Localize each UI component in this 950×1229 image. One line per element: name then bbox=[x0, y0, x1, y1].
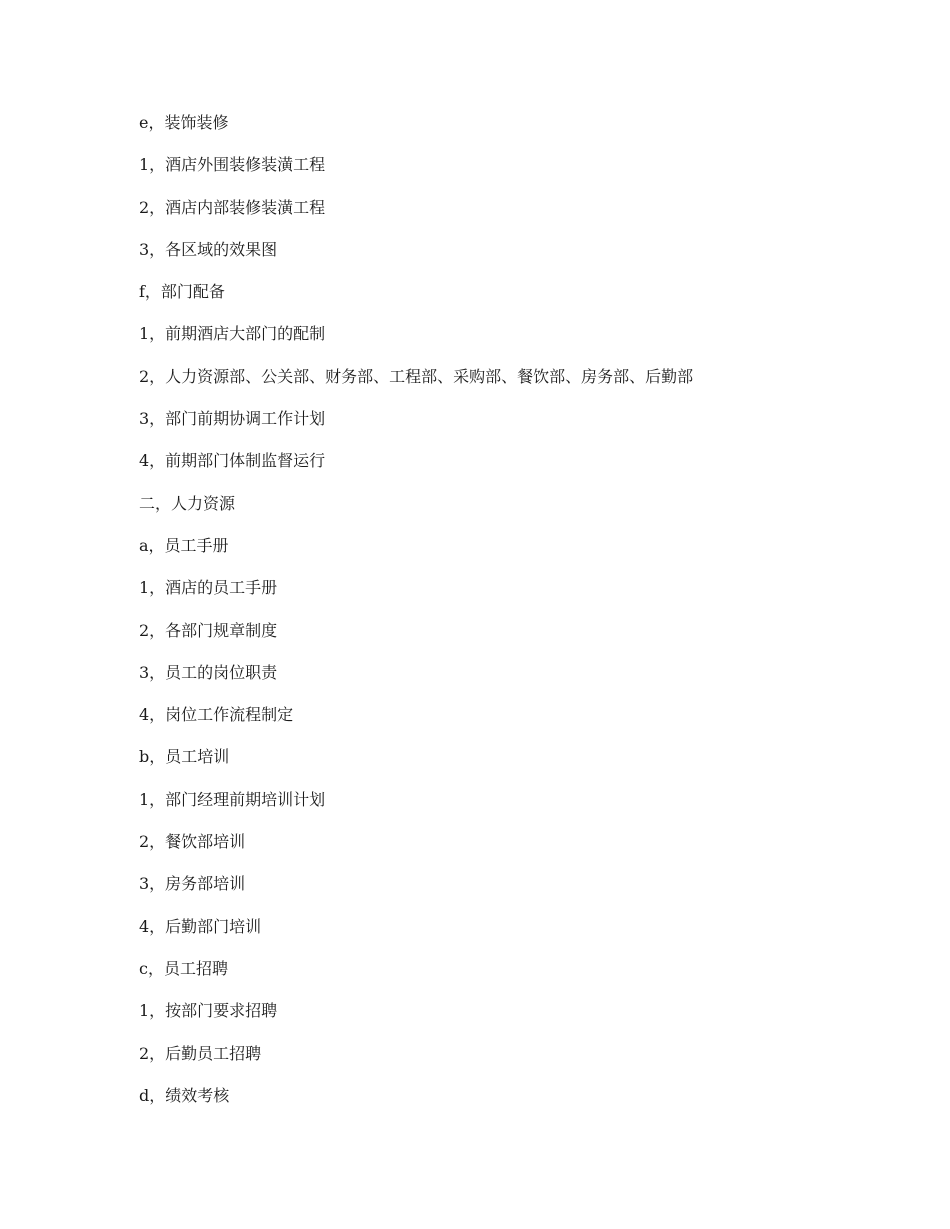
outline-line: 4，后勤部门培训 bbox=[139, 916, 262, 936]
outline-line: 2，各部门规章制度 bbox=[139, 620, 278, 640]
outline-line: 4，前期部门体制监督运行 bbox=[139, 451, 326, 471]
outline-line: 4，岗位工作流程制定 bbox=[139, 705, 294, 725]
outline-line-f-heading: f，部门配备 bbox=[139, 282, 225, 302]
outline-line-a-heading: a，员工手册 bbox=[139, 535, 229, 555]
outline-line: 2，人力资源部、公关部、财务部、工程部、采购部、餐饮部、房务部、后勤部 bbox=[139, 366, 694, 386]
outline-line: 3，房务部培训 bbox=[139, 874, 246, 894]
outline-line: 3，部门前期协调工作计划 bbox=[139, 409, 326, 429]
outline-line: 1，酒店的员工手册 bbox=[139, 578, 278, 598]
outline-line-b-heading: b，员工培训 bbox=[139, 747, 230, 767]
outline-line: 1，前期酒店大部门的配制 bbox=[139, 324, 326, 344]
outline-line: 3，员工的岗位职责 bbox=[139, 662, 278, 682]
outline-line: 1，酒店外围装修装潢工程 bbox=[139, 155, 326, 175]
outline-line: 1，按部门要求招聘 bbox=[139, 1001, 278, 1021]
outline-line-c-heading: c，员工招聘 bbox=[139, 958, 228, 978]
outline-line-e-heading: e，装饰装修 bbox=[139, 113, 229, 132]
outline-line-d-heading: d，绩效考核 bbox=[139, 1085, 230, 1105]
outline-line: 2，后勤员工招聘 bbox=[139, 1043, 262, 1063]
outline-line: 2，餐饮部培训 bbox=[139, 832, 246, 852]
outline-line: 1，部门经理前期培训计划 bbox=[139, 789, 326, 809]
outline-line: 2，酒店内部装修装潢工程 bbox=[139, 197, 326, 217]
outline-line: 3，各区域的效果图 bbox=[139, 239, 278, 259]
outline-list bbox=[139, 110, 693, 1125]
section-heading: 二，人力资源 bbox=[139, 493, 236, 513]
